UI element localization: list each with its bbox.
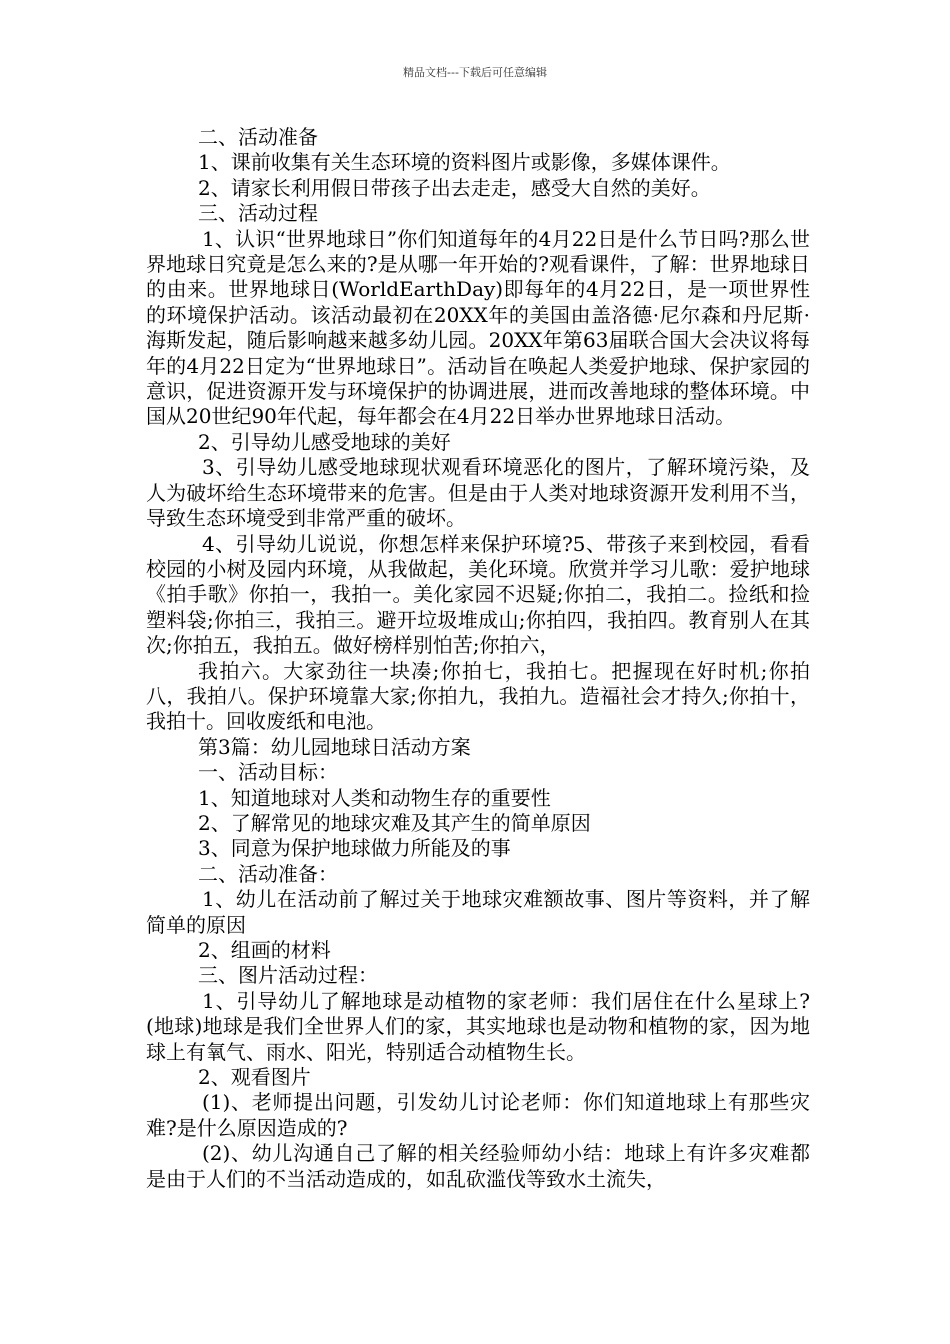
paragraph: 1、课前收集有关生态环境的资料图片或影像，多媒体课件。: [198, 150, 731, 175]
paragraph: 三、图片活动过程：: [198, 963, 378, 988]
paragraph: 4、引导幼儿说说，你想怎样来保护环境?5、带孩子来到校园，看看校园的小树及园内环境，从我做起，美化环境。欣赏并学习儿歌：爱护地球《拍手歌》你拍一，我拍一。美化家园不迟疑;你拍二，我拍二。捡纸和捡塑料袋;你拍三，我拍三。避开垃圾堆成山;你拍四，我拍四。教育别人在其次;你拍五，我拍五。做好榜样别怕苦;你拍六，: [146, 531, 810, 658]
paragraph: 1、认识“世界地球日”你们知道每年的4月22日是什么节日吗?那么世界地球日究竟是怎么来的?是从哪一年开始的?观看课件，了解：世界地球日的由来。世界地球日(WorldEarthDay)即每年的4月22日，是一项世界性的环境保护活动。该活动最初在20XX年的美国由盖洛德·尼尔森和丹尼斯·海斯发起，随后影响越来越多幼儿园。20XX年第63届联合国大会决议将每年的4月22日定为“世界地球日”。活动旨在唤起人类爱护地球、保护家园的意识，促进资源开发与环境保护的协调进展，进而改善地球的整体环境。中国从20世纪90年代起，每年都会在4月22日举办世界地球日活动。: [146, 226, 810, 429]
paragraph: 3、同意为保护地球做力所能及的事: [198, 836, 511, 861]
paragraph: 一、活动目标：: [198, 760, 338, 785]
paragraph: 2、请家长利用假日带孩子出去走走，感受大自然的美好。: [198, 175, 711, 200]
paragraph: 3、引导幼儿感受地球现状观看环境恶化的图片，了解环境污染，及人为破坏给生态环境带来的危害。但是由于人类对地球资源开发利用不当，导致生态环境受到非常严重的破坏。: [146, 455, 810, 531]
paragraph: 1、引导幼儿了解地球是动植物的家老师：我们居住在什么星球上?(地球)地球是我们全世界人们的家，其实地球也是动物和植物的家，因为地球上有氧气、雨水、阳光，特别适合动植物生长。: [146, 988, 810, 1064]
paragraph: (1)、老师提出问题，引发幼儿讨论老师：你们知道地球上有那些灾难?是什么原因造成的?: [146, 1090, 810, 1140]
page-header: 精品文档---下载后可任意编辑: [403, 66, 547, 79]
paragraph: (2)、幼儿沟通自己了解的相关经验师幼小结：地球上有许多灾难都是由于人们的不当活动造成的，如乱砍滥伐等致水土流失，: [146, 1141, 810, 1191]
paragraph: 二、活动准备: [198, 125, 318, 149]
paragraph: 二、活动准备：: [198, 861, 338, 886]
paragraph: 1、知道地球对人类和动物生存的重要性: [198, 785, 551, 810]
paragraph: 2、观看图片: [198, 1065, 311, 1090]
paragraph: 2、引导幼儿感受地球的美好: [198, 429, 451, 454]
section-title: 第3篇：幼儿园地球日活动方案: [198, 734, 471, 759]
paragraph: 1、幼儿在活动前了解过关于地球灾难额故事、图片等资料，并了解简单的原因: [146, 887, 810, 937]
paragraph: 2、了解常见的地球灾难及其产生的简单原因: [198, 810, 591, 835]
paragraph: 三、活动过程: [198, 201, 318, 226]
document-body: [146, 125, 810, 1192]
paragraph: 我拍六。大家劲往一块凑;你拍七，我拍七。把握现在好时机;你拍八，我拍八。保护环境靠大家;你拍九，我拍九。造福社会才持久;你拍十，我拍十。回收废纸和电池。: [146, 658, 810, 734]
paragraph: 2、组画的材料: [198, 938, 331, 962]
